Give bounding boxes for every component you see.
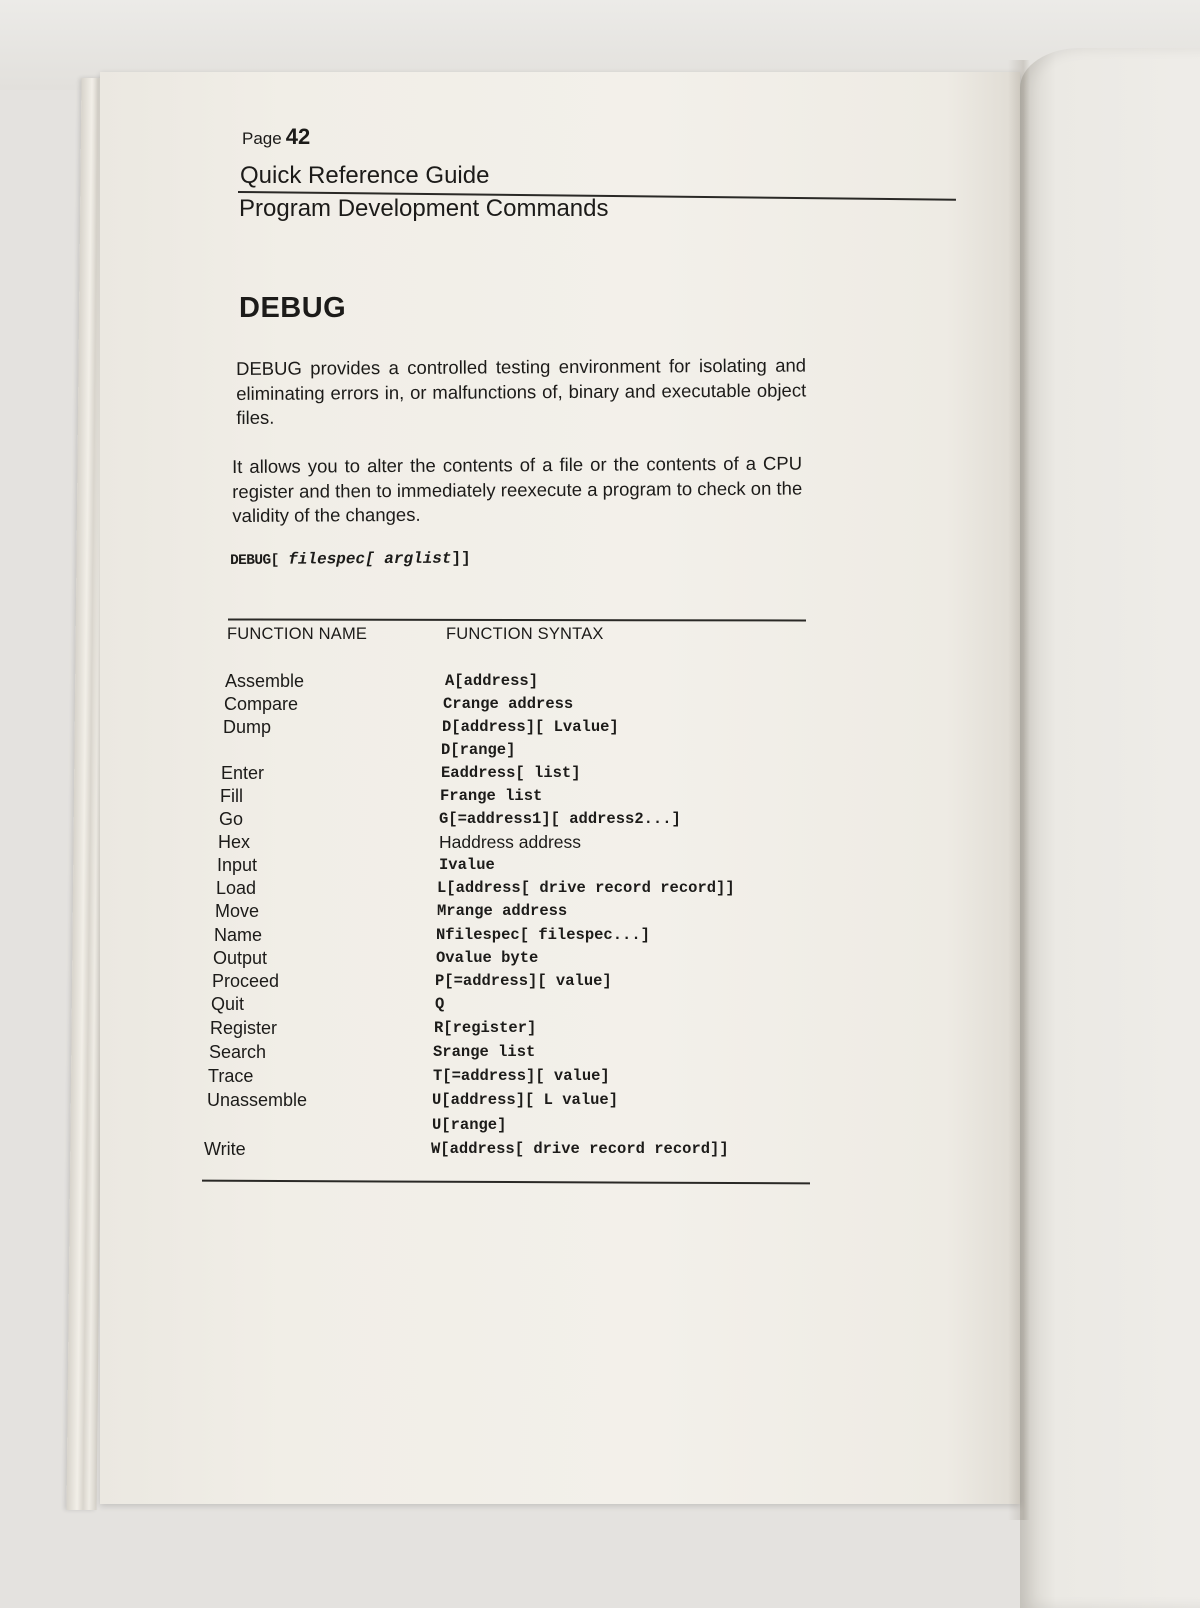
- page-label: Page: [242, 129, 282, 148]
- function-name: Assemble: [225, 671, 305, 691]
- page-number-value: 42: [285, 124, 311, 149]
- function-name: Move: [215, 901, 260, 921]
- function-syntax: U[range]: [432, 1116, 507, 1134]
- function-syntax: T[=address][ value]: [433, 1067, 610, 1085]
- function-name: Compare: [224, 694, 299, 714]
- function-name: Name: [214, 925, 263, 945]
- function-name: Write: [204, 1139, 246, 1159]
- function-syntax: G[=address1][ address2...]: [439, 810, 681, 828]
- syntax-command: DEBUG[: [230, 552, 279, 569]
- function-syntax: D[range]: [441, 741, 516, 759]
- command-title: DEBUG: [239, 292, 347, 324]
- guide-title: Quick Reference Guide: [240, 162, 490, 189]
- function-syntax: Mrange address: [437, 902, 568, 920]
- function-name: Hex: [218, 832, 251, 852]
- function-syntax: Eaddress[ list]: [441, 764, 581, 782]
- function-name: Enter: [221, 763, 265, 783]
- function-name: Quit: [211, 994, 245, 1014]
- syntax-filespec: filespec[: [278, 550, 375, 569]
- function-syntax: Nfilespec[ filespec...]: [436, 926, 650, 944]
- function-syntax: Frange list: [440, 787, 543, 805]
- function-syntax: Haddress address: [439, 832, 582, 852]
- function-name: Trace: [208, 1066, 254, 1086]
- function-syntax: W[address[ drive record record]]: [431, 1140, 729, 1158]
- function-name: Search: [209, 1042, 267, 1062]
- function-syntax: Q: [435, 995, 445, 1013]
- function-name: Input: [217, 855, 258, 875]
- description-paragraph: It allows you to alter the contents of a file or the contents of a CPU register and then to immediately reexecute a program to check on the validity of the changes.: [232, 452, 803, 526]
- function-name: Fill: [220, 786, 243, 806]
- function-syntax: R[register]: [434, 1019, 537, 1037]
- function-syntax: Srange list: [433, 1043, 536, 1061]
- syntax-arglist: arglist: [374, 549, 452, 569]
- function-syntax: Ovalue byte: [436, 949, 539, 967]
- function-syntax: L[address[ drive record record]]: [437, 879, 735, 897]
- function-name: Load: [216, 878, 257, 898]
- function-name: Register: [210, 1018, 278, 1038]
- function-syntax: A[address]: [445, 672, 539, 690]
- function-name: Go: [219, 809, 244, 829]
- section-subtitle: Program Development Commands: [239, 195, 609, 222]
- syntax-close: ]]: [451, 549, 471, 568]
- function-name-header: FUNCTION NAME: [227, 625, 368, 643]
- description-paragraph: DEBUG provides a controlled testing environment for isolating and eliminating errors in, or malfunctions of, binary and executable object files.: [236, 354, 807, 428]
- function-syntax-header: FUNCTION SYNTAX: [446, 625, 604, 643]
- function-name: Dump: [223, 717, 272, 737]
- function-syntax: Ivalue: [439, 856, 495, 874]
- function-syntax: D[address][ Lvalue]: [442, 718, 619, 736]
- function-name: Proceed: [212, 971, 280, 991]
- function-name: Unassemble: [207, 1090, 308, 1110]
- function-syntax: U[address][ L value]: [432, 1091, 619, 1109]
- function-syntax: Crange address: [443, 695, 574, 713]
- function-syntax: P[=address][ value]: [435, 972, 612, 990]
- function-name: Output: [213, 948, 268, 968]
